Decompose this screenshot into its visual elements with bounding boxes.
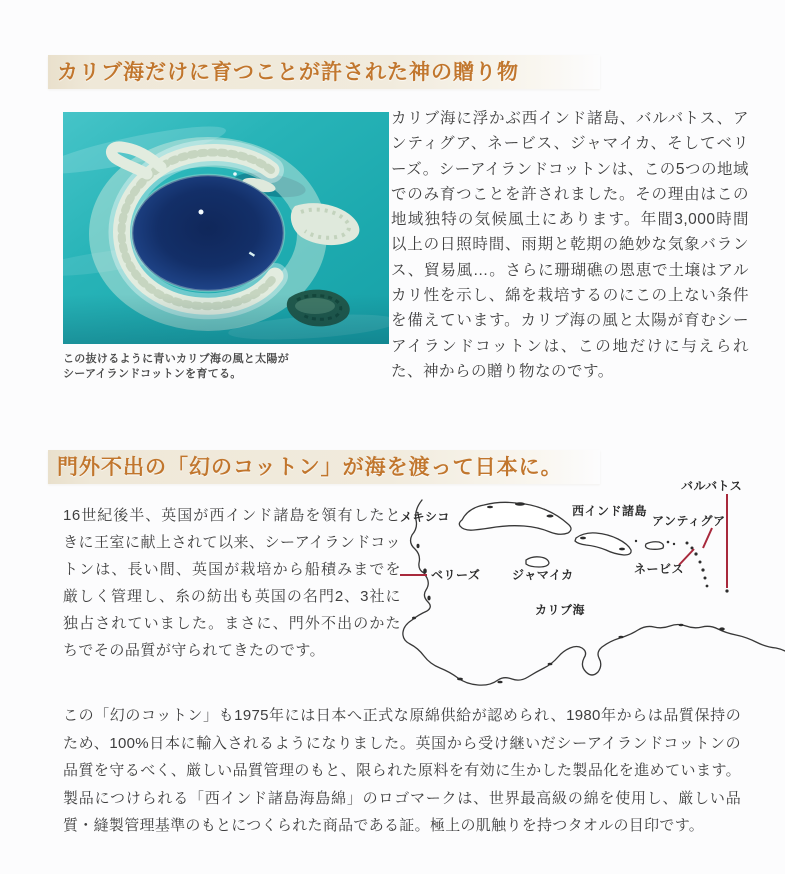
map-label-caribbean-sea: カリブ海 — [535, 603, 586, 617]
map-label-nevis: ネービス — [634, 562, 685, 576]
photo-caption — [63, 352, 403, 382]
map-label-barbados: バルバトス — [681, 479, 743, 493]
photo-caption-line2: シーアイランドコットンを育てる。 — [63, 368, 242, 380]
photo-caption-line1: この抜けるように青いカリブ海の風と太陽が — [63, 353, 289, 365]
paragraph-japan: 16世紀後半、英国が西インド諸島を領有したときに王室に献上されて以来、シーアイランドコットンは、長い間、英国が栽培から船積みまでを厳しく管理し、糸の紡出も英国の名門2、3社に独占されていました。まさに、門外不出のかたちでその品質が守られてきたのです。 — [63, 507, 402, 659]
boat-dot — [233, 172, 237, 176]
photo-vignette — [63, 294, 389, 344]
section-heading-caribbean — [48, 55, 600, 89]
map-pointer-antigua — [703, 528, 712, 548]
map-label-antigua: アンティグア — [652, 514, 726, 528]
paragraph-caribbean: カリブ海に浮かぶ西インド諸島、バルバトス、アンティグア、ネービス、ジャマイカ、そしてベリーズ。シーアイランドコットンは、この5つの地域でのみ育つことを許されました。その理由はこの地域独特の気候風土にあります。年間3,000時間以上の日照時間、雨期と乾期の絶妙な気象バランス、貿易風…。さらに珊瑚礁の恩恵で土壌はアルカリ性を示し、綿を栽培するのにこの上ない条件を備えています。カリブ海の風と太陽が育むシーアイランドコットンは、この地だけに与えられた、神からの贈り物なのです。 — [391, 110, 749, 380]
map-island-puertorico — [646, 542, 664, 550]
map-island-hispaniola — [575, 533, 631, 555]
map-label-belize: ベリーズ — [431, 568, 481, 582]
heading-japan-text: 門外不出の「幻のコットン」が海を渡って日本に。 — [57, 455, 563, 479]
map-label-mexico: メキシコ — [400, 510, 450, 524]
paragraph-quality: この「幻のコットン」も1975年には日本へ正式な原綿供給が認められ、1980年からは品質保持のため、100%日本に輸入されるようになりました。英国から受け継いだシーアイランドコットンの品質を守るべく、厳しい品質管理のもと、限られた原料を有効に生かした製品化を進めています。製品につけられる「西インド諸島海島綿」のロゴマークは、世界最高級の綿を使用し、厳しい品質・縫製管理基準のもとにつくられた商品である証。極上の肌触りを持つタオルの目印です。 — [63, 707, 741, 834]
boat-dot — [199, 210, 204, 215]
caribbean-map — [400, 478, 785, 696]
map-island-jamaica — [526, 557, 549, 567]
map-island-cuba — [459, 502, 571, 534]
blue-hole-photo — [63, 112, 389, 344]
map-label-jamaica: ジャマイカ — [512, 568, 574, 582]
map-label-west-indies: 西インド諸島 — [572, 504, 648, 518]
heading-caribbean-text: カリブ海だけに育つことが許された神の贈り物 — [57, 60, 519, 84]
